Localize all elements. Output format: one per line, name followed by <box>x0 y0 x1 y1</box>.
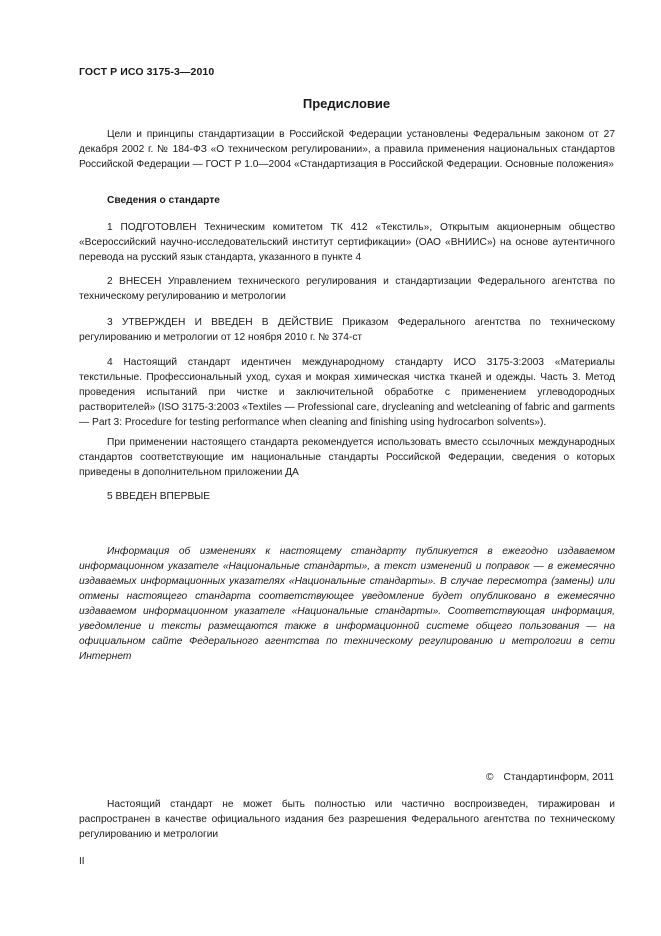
section-subheading: Сведения о стандарте <box>107 195 220 206</box>
document-id: ГОСТ Р ИСО 3175-3—2010 <box>79 66 215 78</box>
item-5-first-introduced: 5 ВВЕДЕН ВПЕРВЫЕ <box>107 491 211 502</box>
page-number: II <box>79 856 85 867</box>
item-1-prepared: 1 ПОДГОТОВЛЕН Техническим комитетом ТК 412 «Текстиль», Открытым акционерным общество «Всероссийский научно-исследовательский институт сертификации» (ОАО «ВНИИС») на основе аутентичного перевода на русский язык стандарта, указанного в пункте 4 <box>79 222 615 263</box>
item-4-identical-standard: 4 Настоящий стандарт идентичен международному стандарту ИСО 3175-3:2003 «Материалы текстильные. Профессиональный уход, сухая и мокрая химическая чистка тканей и одежды. Часть 3. Метод проведения испытаний при чистке и заключительной обработке с применением углеводородных растворителей» (ISO 3175-3:2003 «Textiles — Professional care, drycleaning and wetcleaning of fabric and garments — Part 3: Procedure for testing performance when cleaning and finishing using hydrocarbon solvents»). <box>79 357 615 428</box>
copyright-symbol: © <box>485 772 494 783</box>
item-3-approved: 3 УТВЕРЖДЕН И ВВЕДЕН В ДЕЙСТВИЕ Приказом Федерального агентства по техническому регулированию и метрологии от 12 ноября 2010 г. № 374-ст <box>79 317 615 343</box>
copyright-holder: Стандартинформ, 2011 <box>503 772 614 783</box>
page-title: Предисловие <box>302 96 391 111</box>
reproduction-notice: Настоящий стандарт не может быть полностью или частично воспроизведен, тиражирован и распространен в качестве официального издания без разрешения Федерального агентства по техническому регулированию и метрологии <box>79 799 615 840</box>
intro-paragraph: Цели и принципы стандартизации в Российской Федерации установлены Федеральным законом от 27 декабря 2002 г. № 184-ФЗ «О техническом регулировании», а правила применения национальных стандартов Российской Федерации — ГОСТ Р 1.0—2004 «Стандартизация в Российской Федерации. Основные положения» <box>79 129 615 170</box>
item-2-introduced: 2 ВНЕСЕН Управлением технического регулирования и стандартизации Федерального агентства по техническому регулированию и метрологии <box>79 276 615 302</box>
copyright-line <box>486 772 614 783</box>
item-4-application-note: При применении настоящего стандарта рекомендуется использовать вместо ссылочных международных стандартов соответствующие им национальные стандарты Российской Федерации, сведения о которых приведены в дополнительном приложении ДА <box>79 437 615 478</box>
change-information-notice: Информация об изменениях к настоящему стандарту публикуется в ежегодно издаваемом информационном указателе «Национальные стандарты», а текст изменений и поправок — в ежемесячно издаваемых информационных указателях «Национальные стандарты». В случае пересмотра (замены) или отмены настоящего стандарта соответствующее уведомление будет опубликовано в ежемесячно издаваемом информационном указателе «Национальные стандарты». Соответствующая информация, уведомление и тексты размещаются также в информационной системе общего пользования — на официальном сайте Федерального агентства по техническому регулированию и метрологии в сети Интернет <box>79 546 615 662</box>
